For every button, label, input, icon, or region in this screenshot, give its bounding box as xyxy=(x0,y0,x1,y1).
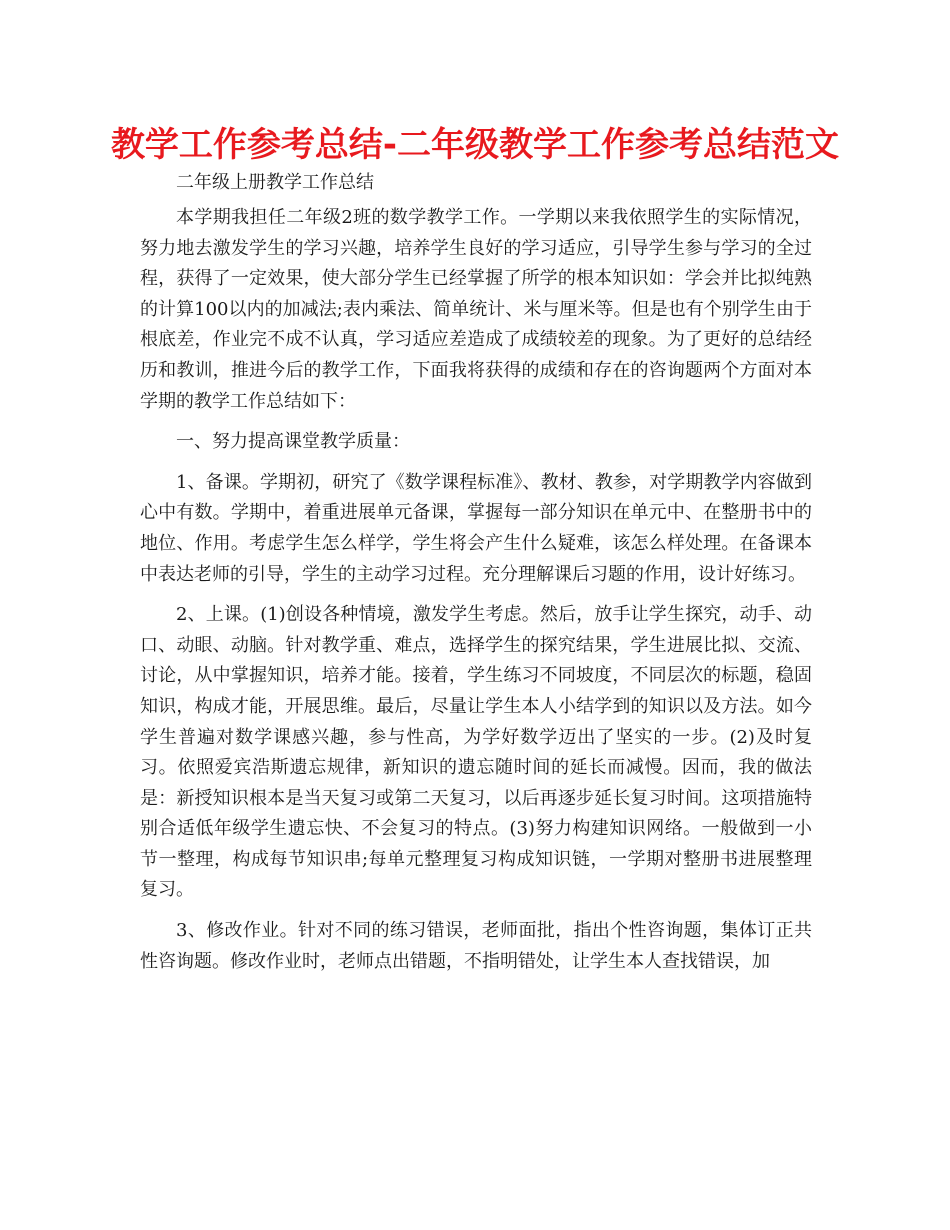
document-subtitle: 二年级上册教学工作总结 xyxy=(176,172,374,193)
document-title: 教学工作参考总结-二年级教学工作参考总结范文 xyxy=(110,125,840,165)
document-body xyxy=(140,168,812,977)
paragraph-intro: 本学期我担任二年级2班的数学教学工作。一学期以来我依照学生的实际情况，努力地去激发学生的学习兴趣，培养学生良好的学习适应，引导学生参与学习的全过程，获得了一定效果，使大部分学生已经掌握了所学的根本知识如：学会并比拟纯熟的计算100以内的加减法;表内乘法、简单统计、米与厘米等。但是也有个别学生由于根底差，作业完不成不认真，学习适应差造成了成绩较差的现象。为了更好的总结经历和教训，推进今后的教学工作，下面我将获得的成绩和存在的咨询题两个方面对本学期的教学工作总结如下： xyxy=(140,207,812,412)
section-heading-1: 一、努力提高课堂教学质量： xyxy=(176,431,410,453)
paragraph-class: 2、上课。(1)创设各种情境，激发学生考虑。然后，放手让学生探究，动手、动口、动眼、动脑。针对教学重、难点，选择学生的探究结果，学生进展比拟、交流、讨论，从中掌握知识，培养才能。接着，学生练习不同坡度，不同层次的标题，稳固知识，构成才能，开展思维。最后，尽量让学生本人小结学到的知识以及方法。如今学生普遍对数学课感兴趣，参与性高，为学好数学迈出了坚实的一步。(2)及时复习。依照爱宾浩斯遗忘规律，新知识的遗忘随时间的延长而减慢。因而，我的做法是：新授知识根本是当天复习或第二天复习，以后再逐步延长复习时间。这项措施特别合适低年级学生遗忘快、不会复习的特点。(3)努力构建知识网络。一般做到一小节一整理，构成每节知识串;每单元整理复习构成知识链，一学期对整册书进展整理复习。 xyxy=(140,604,812,901)
paragraph-homework: 3、修改作业。针对不同的练习错误，老师面批，指出个性咨询题，集体订正共性咨询题。修改作业时，老师点出错题，不指明错处，让学生本人查找错误，加 xyxy=(140,920,812,972)
paragraph-lesson-prep: 1、备课。学期初，研究了《数学课程标准》、教材、教参，对学期教学内容做到心中有数。学期中，着重进展单元备课，掌握每一部分知识在单元中、在整册书中的地位、作用。考虑学生怎么样学，学生将会产生什么疑难，该怎么样处理。在备课本中表达老师的引导，学生的主动学习过程。充分理解课后习题的作用，设计好练习。 xyxy=(140,471,812,585)
